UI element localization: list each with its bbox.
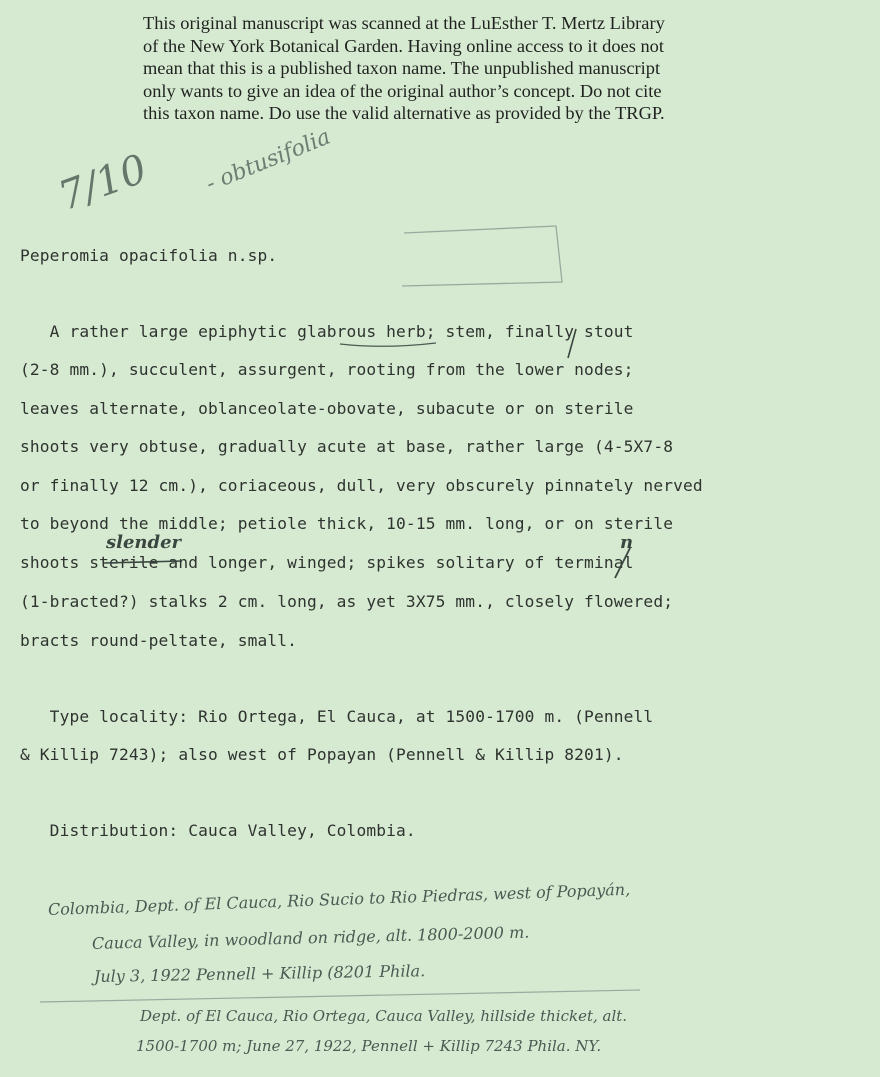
distribution: Distribution: Cauca Valley, Colombia.	[20, 821, 416, 840]
annotation-page-number: 7/10	[52, 146, 153, 220]
description-line: shoots sterile and longer, winged; spikes solitary of terminal	[20, 553, 634, 572]
description-line: (1-bracted?) stalks 2 cm. long, as yet 3X75 mm., closely flowered;	[20, 592, 674, 611]
notice-line: only wants to give an idea of the original author’s concept. Do not cite	[143, 80, 662, 101]
description-line: to beyond the middle; petiole thick, 10-15 mm. long, or on sterile	[20, 514, 674, 533]
notice-line: this taxon name. Do use the valid alternative as provided by the TRGP.	[143, 103, 665, 124]
correction-n: n	[620, 532, 634, 553]
description-line: or finally 12 cm.), coriaceous, dull, very obscurely pinnately nerved	[20, 476, 703, 495]
type-locality-line: & Killip 7243); also west of Popayan (Pennell & Killip 8201).	[20, 745, 624, 764]
handwritten-line: Cauca Valley, in woodland on ridge, alt. 1800-2000 m.	[91, 922, 530, 953]
description-line: bracts round-peltate, small.	[20, 631, 298, 650]
description-line: shoots very obtuse, gradually acute at base, rather large (4-5X7-8	[20, 437, 674, 456]
correction-slender: slender	[106, 532, 182, 553]
species-title: Peperomia opacifolia n.sp.	[20, 246, 278, 265]
notice-line: This original manuscript was scanned at the LuEsther T. Mertz Library	[143, 13, 665, 33]
handwritten-line: July 3, 1922 Pennell + Killip (8201 Phila.	[93, 961, 426, 986]
description-line: (2-8 mm.), succulent, assurgent, rooting from the lower nodes;	[20, 360, 634, 379]
annotation-obtusifolia: - obtusifolia	[202, 124, 335, 197]
notice-line: of the New York Botanical Garden. Having online access to it does not	[143, 35, 664, 56]
handwritten-line: 1500-1700 m; June 27, 1922, Pennell + Killip 7243 Phila. NY.	[136, 1037, 602, 1055]
handwritten-line: Dept. of El Cauca, Rio Ortega, Cauca Valley, hillside thicket, alt.	[140, 1007, 628, 1025]
notice-line: mean that this is a published taxon name. The unpublished manuscript	[143, 58, 661, 79]
handwritten-line: Colombia, Dept. of El Cauca, Rio Sucio to Rio Piedras, west of Popayán,	[47, 879, 631, 919]
description-line: leaves alternate, oblanceolate-obovate, subacute or on sterile	[20, 399, 634, 418]
description-line: A rather large epiphytic glabrous herb; stem, finally stout	[20, 322, 634, 341]
type-locality-line: Type locality: Rio Ortega, El Cauca, at 1500-1700 m. (Pennell	[20, 707, 654, 726]
